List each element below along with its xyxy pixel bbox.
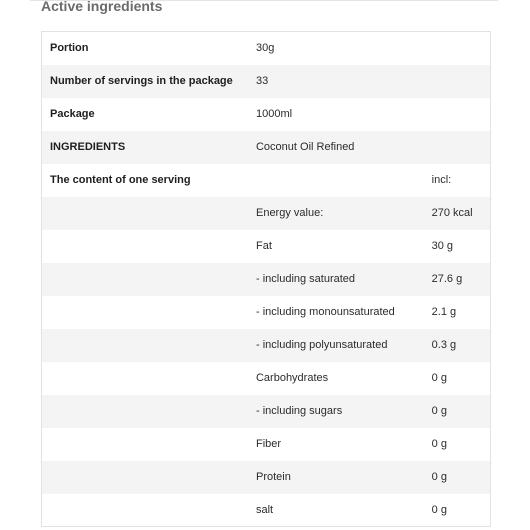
empty-cell <box>42 494 248 527</box>
table-row-nutrient <box>42 263 491 296</box>
row-label: INGREDIENTS <box>42 131 248 164</box>
nutrient-name: Carbohydrates <box>248 362 424 395</box>
empty-cell <box>248 164 424 197</box>
nutrient-amount: 30 g <box>424 230 491 263</box>
nutrient-name: - including sugars <box>248 395 424 428</box>
serving-label: The content of one serving <box>42 164 248 197</box>
empty-cell <box>42 197 248 230</box>
row-label: Package <box>42 98 248 131</box>
row-label: Number of servings in the package <box>42 65 248 98</box>
empty-cell <box>42 329 248 362</box>
table-row-nutrient <box>42 329 491 362</box>
table-row-ingredients <box>42 131 491 164</box>
empty-cell <box>42 395 248 428</box>
nutrition-table <box>41 31 491 527</box>
row-value: 1000ml <box>248 98 491 131</box>
table-row-nutrient <box>42 362 491 395</box>
nutrient-name: Energy value: <box>248 197 424 230</box>
row-label: Portion <box>42 32 248 65</box>
empty-cell <box>42 428 248 461</box>
incl-label: incl: <box>424 164 491 197</box>
table-row-nutrient <box>42 230 491 263</box>
row-value: 33 <box>248 65 491 98</box>
empty-cell <box>42 461 248 494</box>
nutrient-amount: 0 g <box>424 395 491 428</box>
nutrient-name: salt <box>248 494 424 527</box>
empty-cell <box>42 362 248 395</box>
nutrient-name: Protein <box>248 461 424 494</box>
empty-cell <box>42 230 248 263</box>
table-row-nutrient <box>42 395 491 428</box>
table-row-nutrient <box>42 296 491 329</box>
nutrient-name: Fat <box>248 230 424 263</box>
row-value: Coconut Oil Refined <box>248 131 491 164</box>
nutrient-amount: 27.6 g <box>424 263 491 296</box>
nutrient-amount: 0 g <box>424 362 491 395</box>
nutrient-name: - including monounsaturated <box>248 296 424 329</box>
table-row-nutrient <box>42 461 491 494</box>
table-row-nutrient <box>42 494 491 527</box>
table-row-nutrient <box>42 428 491 461</box>
table-row-nutrient <box>42 197 491 230</box>
nutrient-name: - including saturated <box>248 263 424 296</box>
row-value: 30g <box>248 32 491 65</box>
table-row-serving-header <box>42 164 491 197</box>
nutrient-amount: 0.3 g <box>424 329 491 362</box>
table-row-servings <box>42 65 491 98</box>
table-row-portion <box>42 32 491 65</box>
nutrient-amount: 2.1 g <box>424 296 491 329</box>
table-row-package <box>42 98 491 131</box>
nutrient-amount: 0 g <box>424 494 491 527</box>
empty-cell <box>42 296 248 329</box>
nutrient-name: Fiber <box>248 428 424 461</box>
nutrient-amount: 270 kcal <box>424 197 491 230</box>
empty-cell <box>42 263 248 296</box>
nutrient-amount: 0 g <box>424 461 491 494</box>
nutrient-name: - including polyunsaturated <box>248 329 424 362</box>
section-title: Active ingredients <box>41 0 163 14</box>
nutrient-amount: 0 g <box>424 428 491 461</box>
